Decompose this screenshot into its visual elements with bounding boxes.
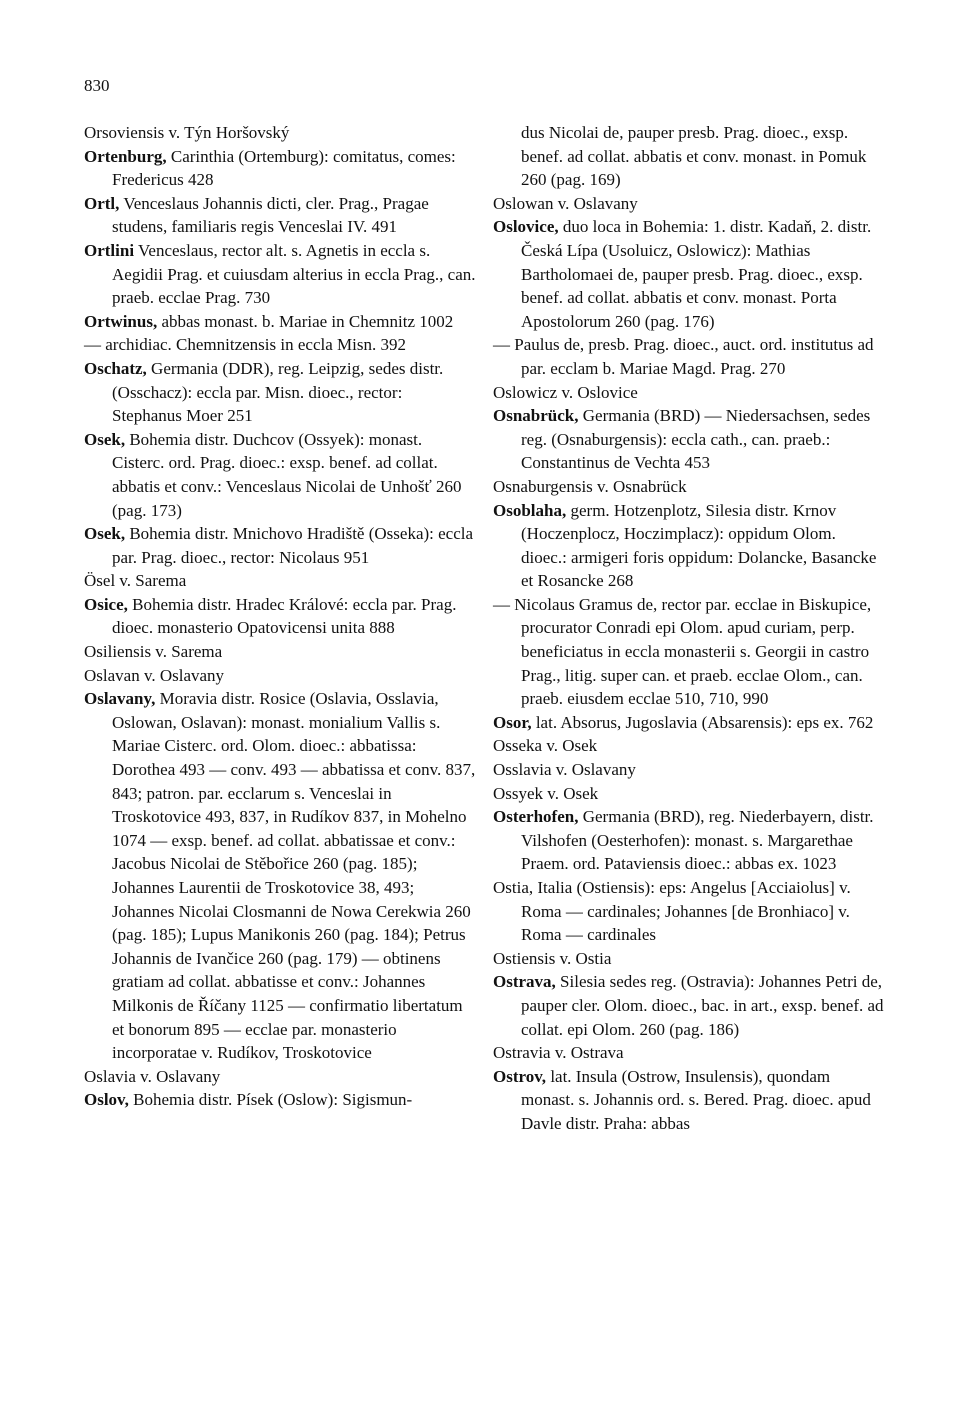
entry-text: Silesia sedes reg. (Ostravia): Johannes Petri de, pauper cler. Olom. dioec., bac. in art., exsp. benef. ad collat. epi Olom. 260 (pag. 186) bbox=[521, 972, 884, 1039]
entry-headword: Osnabrück, bbox=[493, 406, 579, 426]
index-entry bbox=[84, 1088, 476, 1112]
left-column bbox=[84, 121, 476, 1112]
entry-text: Germania (BRD), reg. Niederbayern, distr. Vilshofen (Oesterhofen): monast. s. Margarethae Praem. ord. Pataviensis dioec.: abbas ex. 1023 bbox=[521, 807, 874, 874]
index-entry bbox=[493, 121, 885, 192]
index-entry bbox=[493, 711, 885, 735]
entry-text: Osiliensis v. Sarema bbox=[84, 642, 223, 662]
entry-text: germ. Hotzenplotz, Silesia distr. Krnov (Hoczenplocz, Hoczimplacz): oppidum Olom. dioec.: armigeri foris oppidum: Dolancke, Basancke et Rosancke 268 bbox=[521, 500, 877, 591]
index-entry bbox=[493, 734, 885, 758]
entry-text: — Paulus de, presb. Prag. dioec., auct. ord. institutus ad par. ecclam b. Mariae Magd. Prag. 270 bbox=[493, 335, 874, 378]
index-entry bbox=[84, 428, 476, 522]
entry-headword: Osek, bbox=[84, 524, 126, 544]
index-entry bbox=[493, 876, 885, 947]
index-entry bbox=[84, 192, 476, 239]
entry-headword: Osterhofen, bbox=[493, 807, 579, 827]
entry-text: Ostravia v. Ostrava bbox=[493, 1043, 624, 1063]
index-entry bbox=[493, 215, 885, 333]
entry-headword: Ortwinus, bbox=[84, 311, 158, 331]
index-entry bbox=[493, 1041, 885, 1065]
entry-text: Bohemia distr. Mnichovo Hradiště (Osseka): eccla par. Prag. dioec., rector: Nicolaus 951 bbox=[112, 524, 474, 567]
index-entry bbox=[493, 593, 885, 711]
index-entry bbox=[493, 947, 885, 971]
index-entry bbox=[493, 404, 885, 475]
index-entry bbox=[84, 522, 476, 569]
entry-text: abbas monast. b. Mariae in Chemnitz 1002 bbox=[157, 311, 454, 331]
entry-text: Venceslaus Johannis dicti, cler. Prag., Pragae studens, familiaris regis Venceslai IV. 491 bbox=[112, 193, 429, 237]
index-entry bbox=[84, 333, 476, 357]
index-entry bbox=[84, 664, 476, 688]
entry-text: Osslavia v. Oslavany bbox=[493, 760, 636, 780]
entry-text: Moravia distr. Rosice (Oslavia, Osslavia, Oslowan, Oslavan): monast. monialium Vallis s. Mariae Cisterc. ord. Olom. dioec.: abbatissa: Dorothea 493 — conv. 493 — abbatissa et conv. 837, 843; patron. par. ecclarum s. Venceslai in Troskotovice 493, 837, in Rudíkov 837, in Mohelno 1074 — exsp. benef. ad collat. abbatissae et conv.: Jacobus Nicolai de Stěbořice 260 (pag. 185); Johannes Laurentii de Troskotovice 38, 493; Johannes Nicolai Closmanni de Nowa Cerekwia 260 (pag. 185); Lupus Manikonis 260 (pag. 184); Petrus Johannis de Ivančice 260 (pag. 179) — obtinens gratiam ad collat. abbatisse et conv.: Johannes Milkonis de Říčany 1125 — confirmatio libertatum et bonorum 895 — ecclae par. monasterio incorporatae v. Rudíkov, Troskotovice bbox=[112, 689, 476, 1063]
entry-headword: Oslovice, bbox=[493, 217, 559, 237]
entry-text: Bohemia distr. Písek (Oslow): Sigismun- bbox=[128, 1090, 413, 1110]
index-entry bbox=[493, 970, 885, 1041]
entry-text: Germania (BRD) — Niedersachsen, sedes reg. (Osnaburgensis): eccla cath., can. praeb.: Constantinus de Vechta 453 bbox=[521, 406, 871, 473]
entry-text: Osnaburgensis v. Osnabrück bbox=[493, 476, 687, 496]
index-entry bbox=[493, 475, 885, 499]
index-entry bbox=[84, 569, 476, 593]
entry-text: Ostiensis v. Ostia bbox=[493, 948, 612, 968]
entry-headword: Ortl, bbox=[84, 193, 120, 213]
index-entry bbox=[493, 758, 885, 782]
index-entry bbox=[84, 145, 476, 192]
index-entry bbox=[493, 782, 885, 806]
entry-headword: Ortlini bbox=[84, 240, 135, 260]
entry-text: Ossyek v. Osek bbox=[493, 783, 599, 803]
entry-text: Ostia, Italia (Ostiensis): eps: Angelus [Acciaiolus] v. Roma — cardinales; Johannes [de Bronhiaco] v. Roma — cardinales bbox=[493, 878, 851, 945]
entry-headword: Ostrava, bbox=[493, 972, 556, 992]
index-entry bbox=[493, 1065, 885, 1136]
entry-text: Venceslaus, rector alt. s. Agnetis in eccla s. Aegidii Prag. et cuiusdam alterius in eccla Prag., can. praeb. ecclae Prag. 730 bbox=[112, 240, 476, 308]
entry-text: Orsoviensis v. Týn Horšovský bbox=[84, 123, 290, 142]
entry-headword: Oslavany, bbox=[84, 689, 156, 709]
entry-text: Oslowan v. Oslavany bbox=[493, 193, 638, 213]
entry-text: Oslavia v. Oslavany bbox=[84, 1066, 221, 1086]
entry-text: Carinthia (Ortemburg): comitatus, comes: Fredericus 428 bbox=[112, 146, 456, 190]
index-entry bbox=[84, 687, 476, 1065]
right-column bbox=[493, 121, 885, 1136]
entry-text: duo loca in Bohemia: 1. distr. Kadaň, 2. distr. Česká Lípa (Usoluicz, Oslowicz): Mathias Bartholomaei de, pauper presb. Prag. dioec., exsp. benef. ad collat. abbatis et conv. monast. Porta Apostolorum 260 (pag. 176) bbox=[521, 217, 872, 331]
index-entry bbox=[493, 381, 885, 405]
entry-headword: Ortenburg, bbox=[84, 146, 167, 166]
page-number: 830 bbox=[84, 76, 110, 95]
entry-text: Germania (DDR), reg. Leipzig, sedes distr. (Osschacz): eccla par. Misn. dioec., rector: Stephanus Moer 251 bbox=[112, 358, 444, 426]
index-entry bbox=[493, 333, 885, 380]
entry-text: Oslowicz v. Oslovice bbox=[493, 382, 638, 402]
entry-text: Bohemia distr. Duchcov (Ossyek): monast. Cisterc. ord. Prag. dioec.: exsp. benef. ad collat. abbatis et conv.: Venceslaus Nicolai de Unhošť 260 (pag. 173) bbox=[112, 429, 462, 520]
entry-text: Ösel v. Sarema bbox=[84, 571, 187, 591]
index-entry bbox=[493, 499, 885, 593]
index-entry bbox=[84, 239, 476, 310]
entry-text: — Nicolaus Gramus de, rector par. ecclae in Biskupice, procurator Conradi epi Olom. apud curiam, perp. beneficiatus in eccla monasterii s. Georgii in castro Prag., litig. super can. et praeb. ecclae Olom., can. praeb. eiusdem ecclae 510, 710, 990 bbox=[493, 594, 872, 709]
entry-headword: Oschatz, bbox=[84, 358, 147, 378]
entry-headword: Ostrov, bbox=[493, 1066, 547, 1086]
index-entry bbox=[493, 192, 885, 216]
index-entry bbox=[84, 1065, 476, 1089]
entry-text: Oslavan v. Oslavany bbox=[84, 665, 225, 685]
entry-text: lat. Insula (Ostrow, Insulensis), quondam monast. s. Johannis ord. s. Bered. Prag. dioec. apud Davle distr. Praha: abbas bbox=[521, 1066, 871, 1133]
entry-headword: Osor, bbox=[493, 712, 532, 732]
entry-text: dus Nicolai de, pauper presb. Prag. dioec., exsp. benef. ad collat. abbatis et conv. monast. in Pomuk 260 (pag. 169) bbox=[521, 123, 867, 190]
index-entry bbox=[84, 640, 476, 664]
entry-headword: Oslov, bbox=[84, 1090, 129, 1110]
index-entry bbox=[84, 593, 476, 640]
entry-text: — archidiac. Chemnitzensis in eccla Misn. 392 bbox=[84, 335, 406, 355]
entry-headword: Osice, bbox=[84, 594, 128, 614]
entry-headword: Osoblaha, bbox=[493, 500, 567, 520]
entry-headword: Osek, bbox=[84, 429, 126, 449]
entry-text: Bohemia distr. Hradec Králové: eccla par. Prag. dioec. monasterio Opatovicensi unita 888 bbox=[112, 594, 457, 638]
entry-text: Osseka v. Osek bbox=[493, 736, 598, 756]
index-entry bbox=[84, 121, 476, 145]
entry-text: lat. Absorus, Jugoslavia (Absarensis): eps ex. 762 bbox=[531, 712, 874, 732]
index-entry bbox=[84, 310, 476, 334]
index-entry bbox=[84, 357, 476, 428]
index-entry bbox=[493, 805, 885, 876]
